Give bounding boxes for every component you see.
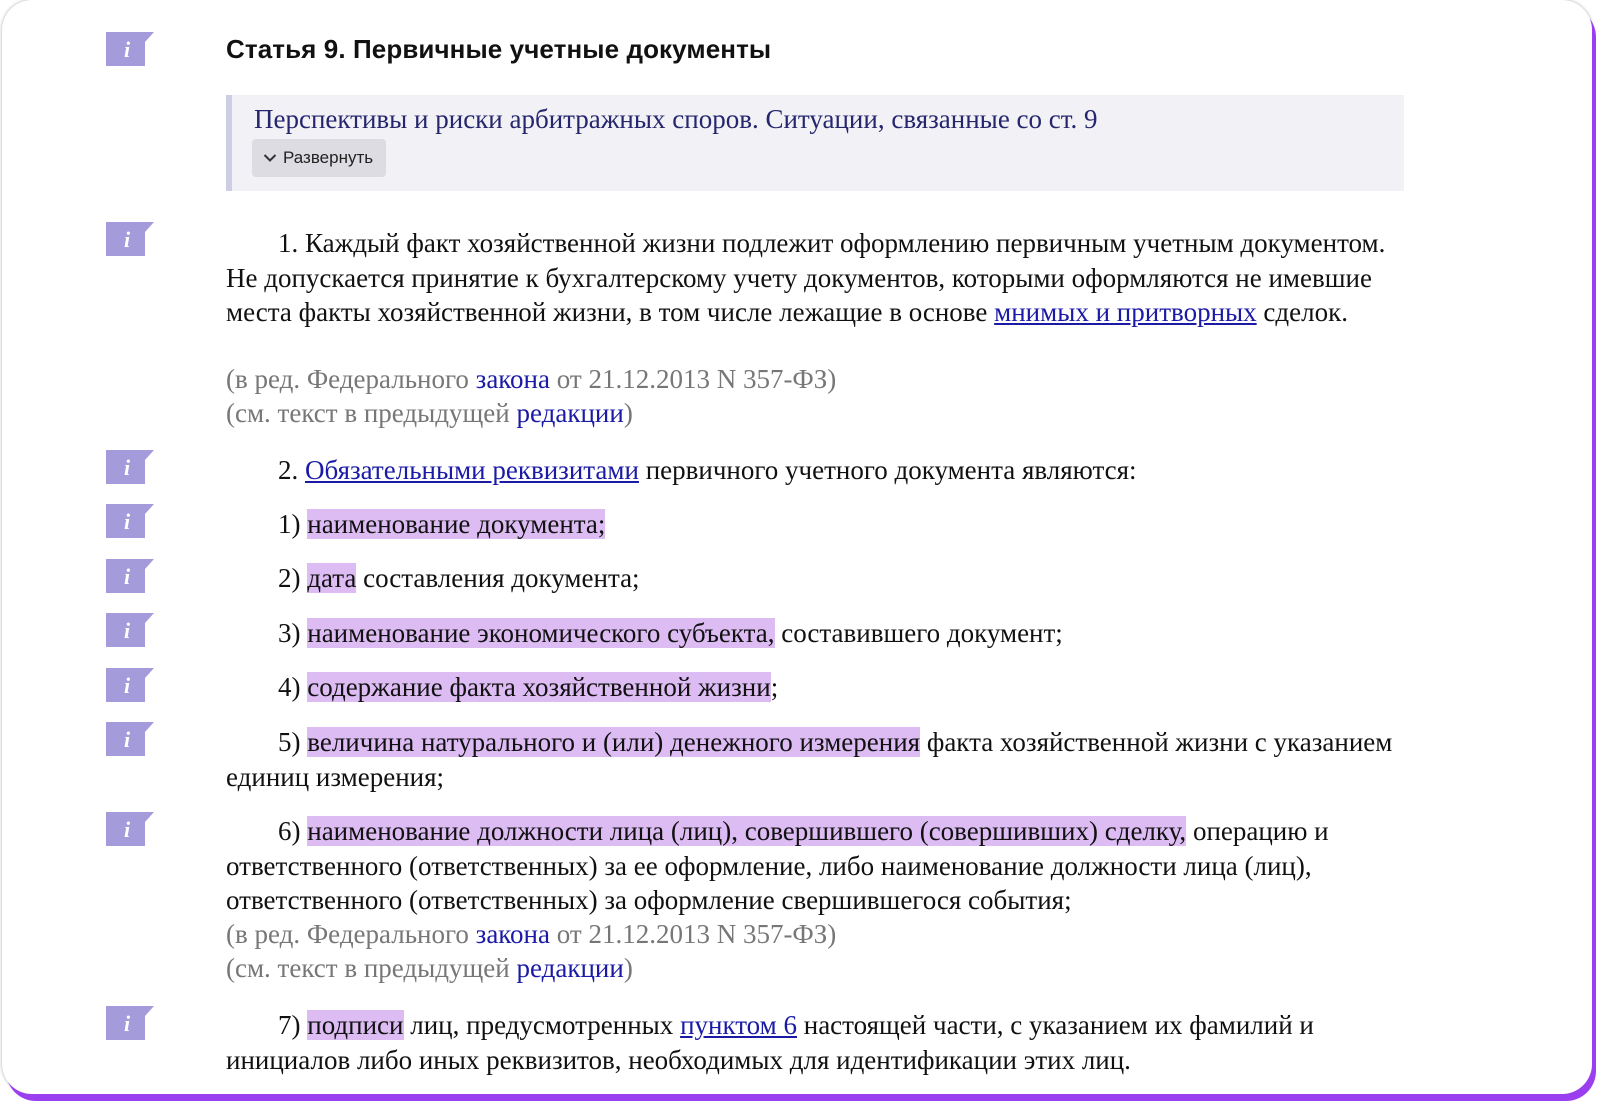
highlight: дата	[307, 563, 357, 593]
highlight: содержание факта хозяйственной жизни	[307, 672, 771, 702]
list-item-7: 7) подписи лиц, предусмотренных пунктом 6 настоящей части, с указанием их фамилий и инициалов либо иных реквизитов, необходимых для идентификации этих лиц.	[226, 1010, 1314, 1075]
svg-text:i: i	[124, 618, 131, 643]
info-icon[interactable]	[106, 504, 154, 538]
link-clause-6[interactable]: пунктом 6	[680, 1010, 797, 1040]
highlight: величина натурального и (или) денежного измерения	[307, 727, 921, 757]
svg-text:i: i	[124, 1011, 131, 1036]
info-icon[interactable]	[106, 722, 154, 756]
link-previous-edition[interactable]: редакции	[516, 398, 624, 428]
highlight: наименование экономического субъекта,	[307, 618, 775, 648]
info-icon[interactable]	[106, 1006, 154, 1040]
previous-edition-note-2: (см. текст в предыдущей редакции)	[226, 953, 633, 983]
previous-edition-note-1: (см. текст в предыдущей редакции)	[226, 398, 633, 428]
info-icon[interactable]	[106, 613, 154, 647]
highlight: наименование должности лица (лиц), совершившего (совершивших) сделку,	[307, 816, 1187, 846]
highlight: подписи	[307, 1010, 404, 1040]
link-mandatory-requisites[interactable]: Обязательными реквизитами	[305, 455, 639, 485]
svg-text:i: i	[124, 817, 131, 842]
svg-text:i: i	[124, 37, 131, 62]
info-icon[interactable]	[106, 668, 154, 702]
paragraph-2: 2. Обязательными реквизитами первичного учетного документа являются:	[278, 455, 1137, 485]
list-item-2: 2) дата составления документа;	[278, 563, 640, 593]
svg-text:i: i	[124, 509, 131, 534]
related-materials-box	[226, 95, 1404, 191]
link-previous-edition[interactable]: редакции	[516, 953, 624, 983]
edition-note-1: (в ред. Федерального закона от 21.12.2013 N 357-ФЗ)	[226, 364, 837, 394]
link-law[interactable]: закона	[475, 364, 550, 394]
link-sham-transactions[interactable]: мнимых и притворных	[994, 297, 1257, 327]
info-icon[interactable]	[106, 559, 154, 593]
info-icon[interactable]	[106, 32, 154, 66]
document-window	[2, 0, 1592, 1094]
list-item-5: 5) величина натурального и (или) денежного измерения факта хозяйственной жизни с указанием единиц измерения;	[226, 727, 1393, 792]
highlight: наименование документа;	[307, 509, 606, 539]
article-title: Статья 9. Первичные учетные документы	[226, 34, 772, 64]
chevron-down-icon	[263, 153, 277, 163]
svg-text:i: i	[124, 455, 131, 480]
info-icon[interactable]	[106, 222, 154, 256]
info-icon[interactable]	[106, 450, 154, 484]
link-law[interactable]: закона	[475, 919, 550, 949]
info-icon[interactable]	[106, 812, 154, 846]
related-materials-title[interactable]: Перспективы и риски арбитражных споров. Ситуации, связанные со ст. 9	[254, 104, 1098, 134]
svg-text:i: i	[124, 227, 131, 252]
edition-note-2: (в ред. Федерального закона от 21.12.2013 N 357-ФЗ)	[226, 919, 837, 949]
expand-label: Развернуть	[283, 148, 374, 167]
svg-text:i: i	[124, 727, 131, 752]
svg-text:i: i	[124, 564, 131, 589]
list-item-6: 6) наименование должности лица (лиц), совершившего (совершивших) сделку, операцию и ответственного (ответственных) за ее оформление, либо наименование должности лица (лиц), ответственного (ответственных) за оформление свершившегося события;	[226, 816, 1329, 915]
svg-text:i: i	[124, 673, 131, 698]
list-item-4: 4) содержание факта хозяйственной жизни;	[278, 672, 779, 702]
list-item-3: 3) наименование экономического субъекта, составившего документ;	[278, 618, 1063, 648]
expand-button[interactable]	[252, 139, 386, 177]
list-item-1: 1) наименование документа;	[278, 509, 606, 539]
paragraph-1: 1. Каждый факт хозяйственной жизни подлежит оформлению первичным учетным документом. Не допускается принятие к бухгалтерскому учету документов, которыми оформляются не имевшие места факты хозяйственной жизни, в том числе лежащие в основе мнимых и притворных сделок.	[226, 228, 1386, 327]
